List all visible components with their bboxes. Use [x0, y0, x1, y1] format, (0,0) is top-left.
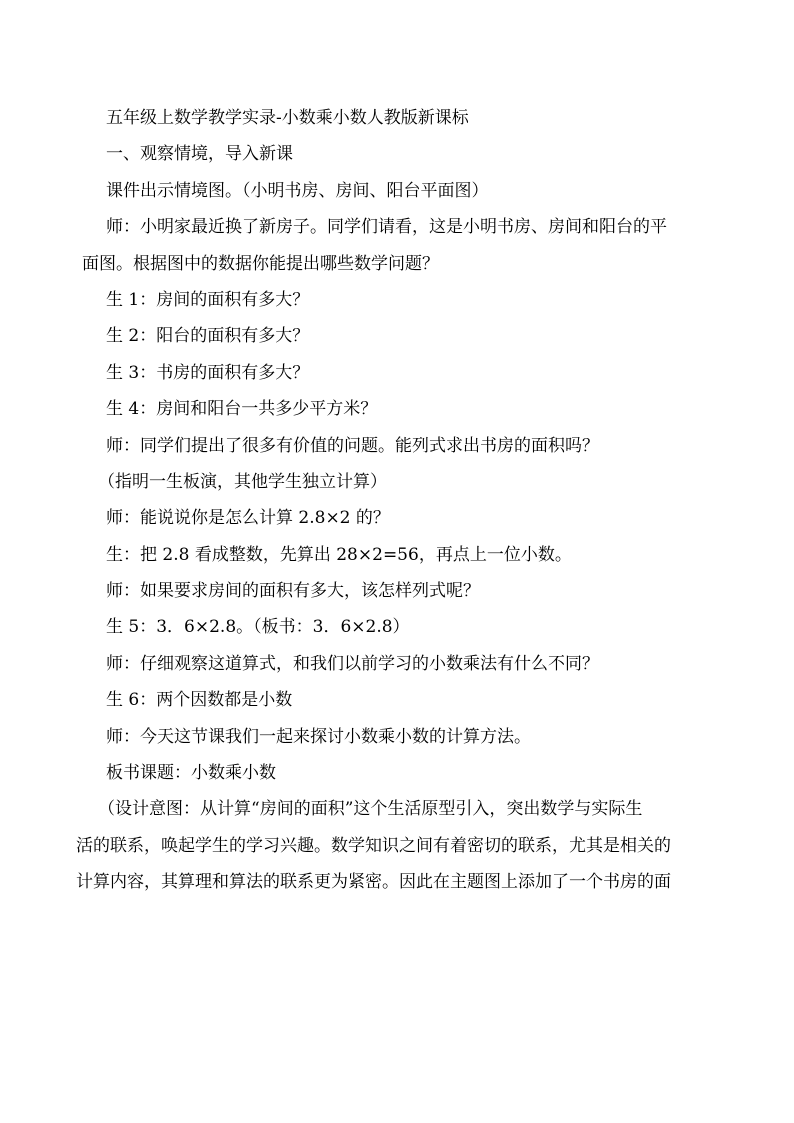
paragraph-line: 生 2：阳台的面积有多大？ [106, 326, 310, 347]
paragraph-line: 师：能说说你是怎么计算 2.8×2 的？ [106, 508, 390, 529]
document-body [76, 100, 736, 901]
paragraph-line: 计算内容，其算理和算法的联系更为紧密。因此在主题图上添加了一个书房的面 [76, 872, 671, 893]
paragraph-line: 面图。根据图中的数据你能提出哪些数学问题？ [82, 253, 439, 274]
paragraph-line: （指明一生板演，其他学生独立计算） [98, 471, 387, 492]
paragraph-line: （设计意图：从计算“房间的面积”这个生活原型引入，突出数学与实际生 [98, 799, 643, 820]
paragraph-line: 课件出示情境图。（小明书房、房间、阳台平面图） [106, 180, 489, 201]
paragraph-line: 师：仔细观察这道算式，和我们以前学习的小数乘法有什么不同？ [106, 653, 599, 674]
paragraph-line: 师：如果要求房间的面积有多大，该怎样列式呢？ [106, 581, 480, 602]
paragraph-line: 师：小明家最近换了新房子。同学们请看，这是小明书房、房间和阳台的平 [106, 217, 667, 238]
paragraph-line: 生 1：房间的面积有多大？ [106, 289, 310, 310]
paragraph-line: 活的联系，唤起学生的学习兴趣。数学知识之间有着密切的联系，尤其是相关的 [76, 835, 671, 856]
paragraph-line: 生 4：房间和阳台一共多少平方米？ [106, 399, 378, 420]
paragraph-line: 师：同学们提出了很多有价值的问题。能列式求出书房的面积吗？ [106, 435, 599, 456]
paragraph-line: 板书课题：小数乘小数 [106, 763, 276, 784]
paragraph-line: 生 6：两个因数都是小数 [106, 690, 293, 711]
document-title: 五年级上数学教学实录-小数乘小数人教版新课标 [106, 108, 469, 128]
paragraph-line: 生 3：书房的面积有多大？ [106, 362, 310, 383]
paragraph-line: 生：把 2.8 看成整数，先算出 28×2=56，再点上一位小数。 [106, 544, 572, 565]
paragraph-line: 师：今天这节课我们一起来探讨小数乘小数的计算方法。 [106, 726, 531, 747]
section-heading: 一、观察情境，导入新课 [106, 144, 293, 165]
paragraph-line: 生 5：3．6×2.8。（板书：3．6×2.8） [106, 617, 410, 638]
